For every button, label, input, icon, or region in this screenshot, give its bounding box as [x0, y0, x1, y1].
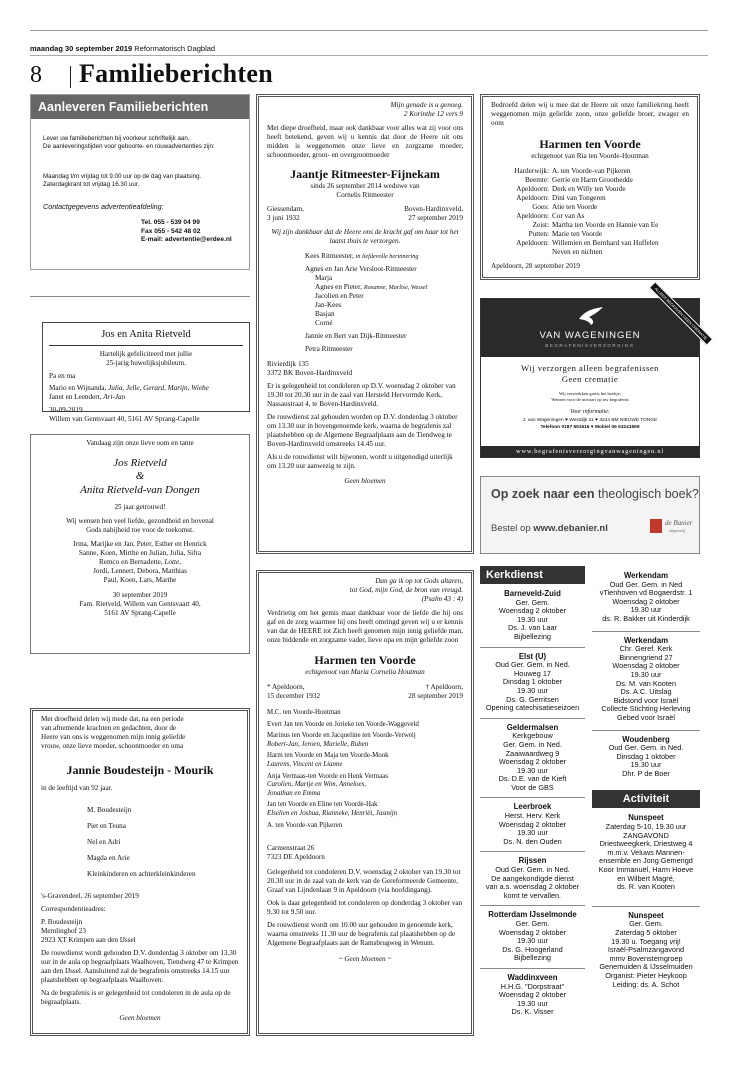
tenvoorde2-family-row [491, 221, 689, 230]
tenvoorde1-died-place: † Apeldoorn, [425, 683, 463, 691]
activiteit-line: en Wilbert Magré, [617, 873, 675, 883]
ritmeester-f1b: in liefdevolle herinnering [355, 253, 419, 260]
wageningen-header [481, 286, 709, 357]
kerkdienst-line: Woensdag 2 oktober [498, 819, 567, 829]
tenvoorde-notice-1 [256, 570, 474, 1036]
activiteit-line: Israël-Psalmzangavond [607, 945, 685, 955]
boudesteijn-addr1: P. Boudesteijn [41, 918, 83, 926]
kerkdienst-column-2 [592, 566, 700, 1036]
tenvoorde2-intro: Bedroefd delen wij u mee dat de Heere uit onze familiekring heeft weggenomen mijn geliefde zoon, onze geliefde broer, zwager en oom [491, 101, 689, 127]
tenvoorde2-family-place: Beemte: [525, 176, 549, 184]
boudesteijn-footer: Geen bloemen [119, 1014, 161, 1022]
tenvoorde1-f2: Evert Jan ten Voorde en Jorieke ten Voorde-Waggeveld [267, 720, 419, 728]
boudesteijn-corr: Correspondentieadres: [41, 905, 106, 913]
kerkdienst-line: Ds. D.E. van de Kieft [498, 774, 567, 784]
wageningen-corner-banner: ALLEEN BEGRAVEN GEEN CREMATIE [650, 282, 713, 345]
kerkdienst-line: vTienhoven vd Bogaerdstr. 1 [599, 588, 693, 598]
tenvoorde2-spouse: echtgenoot van Ria ten Voorde-Houtman [531, 152, 649, 160]
kerkdienst-line: ds. R. Bakker uit Kinderdijk [602, 613, 690, 623]
activiteit-line: Leiding: ds. A. Schot [612, 979, 680, 989]
kerkdienst-place: Elst (U) [518, 651, 547, 661]
tenvoorde2-family-place: Apeldoorn: [516, 212, 549, 220]
activiteit-line: ensemble en Jong Gemengd [599, 856, 693, 866]
tenvoorde2-family-names: Cor van As [552, 212, 585, 220]
kerkdienst-place: Waddinxveen [507, 972, 558, 982]
kerkdienst-line: Dinsdag 1 oktober [502, 677, 563, 687]
banier-url[interactable]: www.debanier.nl [533, 523, 608, 534]
kerkdienst-place: Leerbroek [513, 802, 552, 812]
tenvoorde1-spouse: echtgenoot van Maria Cornelia Houtman [305, 668, 425, 676]
aanleveren-tel: Tel. 055 - 539 04 99 [141, 219, 200, 226]
tenvoorde1-born-date: 15 december 1932 [267, 692, 321, 700]
boudesteijn-intro4: vrouw, onze lieve moeder, schoonmoeder en oma [41, 742, 184, 750]
ritmeester-f10: Petra Ritmeester [305, 345, 353, 353]
aanleveren-title: Aanleveren Familieberichten [31, 95, 249, 119]
tenvoorde2-family-row [491, 239, 689, 248]
kerkdienst-place: Werkendam [623, 635, 669, 645]
header-rule [30, 55, 708, 56]
kerkdienst-line: 19.30 uur [517, 936, 548, 946]
activiteit-place: Nunspeet [628, 813, 664, 823]
tenvoorde2-family-names: Neven en nichten [552, 248, 603, 256]
page-number: 8 [30, 62, 42, 88]
kerkdienst-line: Woensdag 2 oktober [498, 606, 567, 616]
tenvoorde2-family-place [491, 248, 552, 257]
boudesteijn-family-5: Kleinkinderen en achterkleinkinderen [87, 870, 196, 878]
kerkdienst-line: Ds. N. den Ouden [503, 836, 562, 846]
kerkdienst-line: Herst. Herv. Kerk [504, 811, 561, 821]
tenvoorde1-f5b: Carolien, Marije en Wim, Anneloes, [267, 781, 366, 789]
ritmeester-f8: Corné [315, 319, 333, 327]
kerkdienst-place: Werkendam [623, 571, 669, 580]
van-wageningen-ad [480, 286, 709, 458]
kerkdienst-line: van a.s. woensdag 2 oktober [485, 882, 580, 892]
section-title: Familieberichten [79, 59, 273, 88]
kerkdienst-entry [480, 718, 585, 793]
ritmeester-f3: Marja [315, 274, 333, 282]
kerkdienst-line: Collecte Stichting Herleving [601, 704, 691, 714]
ritmeester-notice [256, 94, 474, 554]
kerkdienst-entry [480, 797, 585, 846]
tenvoorde1-verse2: tot God, mijn God, de bron van vreugd. [349, 586, 463, 594]
rietveld2-line2: Wij wensen hen veel liefde, gezondheid en bovenal [66, 517, 214, 525]
tenvoorde1-f3b: Robert-Jan, Jeroen, Marielle, Ruben [267, 740, 369, 748]
tenvoorde1-f7: A. ten Voorde-van Pijkeren [267, 821, 343, 829]
kerkdienst-line: Ger. Gem. [515, 919, 550, 928]
activiteit-line: Organist: Pieter Heykoop [605, 970, 687, 980]
wageningen-slogan1: Wij verzorgen alleen begrafenissen [521, 363, 659, 373]
tenvoorde1-verse1: Dan ga ik op tot Gods altaren, [375, 577, 463, 585]
boudesteijn-age: in de leeftijd van 92 jaar. [41, 784, 113, 792]
wageningen-slogan2: Geen crematie [561, 374, 619, 384]
rietveld2-line6a: Remco en Bernadette, [98, 558, 163, 566]
banier-logo-icon [650, 519, 662, 533]
debanier-ad [480, 476, 700, 554]
kerkdienst-line: 19.30 uur [517, 998, 548, 1008]
ritmeester-born-place: Giessendam, [267, 205, 304, 213]
kerkdienst-line: Houweg 17 [514, 668, 551, 678]
tenvoorde2-family-place: Putten: [528, 230, 549, 238]
tenvoorde2-family-row [491, 194, 689, 203]
tenvoorde1-born-place: * Apeldoorn, [267, 683, 305, 691]
ritmeester-p3: Als u de rouwdienst wilt bijwonen, wordt u uitgenodigd uiterlijk om 13.20 uur aanwezig te zijn. [267, 453, 453, 470]
rietveld1-line1: Hartelijk gefeliciteerd met jullie [99, 350, 193, 358]
activiteit-line: m.m.v. Veluws Mannen- [607, 847, 685, 857]
tenvoorde-notice-2 [480, 94, 700, 280]
tenvoorde2-family-row [491, 203, 689, 212]
rietveld2-date: 30 september 2019 [112, 591, 168, 599]
rietveld2-line1: 25 jaar getrouwd! [114, 503, 166, 511]
tenvoorde2-family-names: Dini van Tongeren [552, 194, 606, 202]
tenvoorde1-intro: Verdrietig om het gemis maar dankbaar voor de liefde die hij ons gaf en de zorg waarmee hij ons heeft omringd geven wij u er kennis van dat de HEERE tot Zich heeft genomen mijn innig geliefde man, onze biddende en zorgzame vader, lieve opa en mijn geliefde zoon [267, 609, 463, 644]
kerkdienst-line: komt te vervallen. [503, 890, 562, 900]
tenvoorde2-family-names: Martha ten Voorde en Hannie van Ee [552, 221, 659, 229]
ritmeester-died-date: 27 september 2019 [408, 214, 463, 222]
ritmeester-name: Jaantje Ritmeester-Fijnekam [290, 167, 440, 181]
page-separator [70, 66, 71, 88]
wageningen-info-tel: Telefoon 0187 651616 ♥ Mobiel 06 53241569 [540, 425, 640, 430]
kerkdienst-line: Ds. J. van Laar [507, 623, 558, 633]
kerkdienst-line: Oud Ger. Gem. in Ned [609, 579, 683, 589]
rietveld-box-2 [30, 434, 250, 654]
tenvoorde2-family-row [491, 248, 689, 257]
ritmeester-f1a: Kees Ritmeester, [305, 252, 354, 260]
activiteit-line: ZANGAVOND [623, 830, 669, 840]
kerkdienst-entry [480, 590, 585, 642]
kerkdienst-entry [480, 851, 585, 900]
kerkdienst-line: Bijbellezing [514, 953, 551, 963]
wageningen-brand-sub: BEGRAFENISVERZORGING [545, 343, 635, 348]
rietveld2-line3: Gods nabijheid toe voor de toekomst. [86, 526, 194, 534]
tenvoorde1-f5: Anja Vermaas-ten Voorde en Henk Vermaas [267, 772, 388, 780]
tenvoorde2-family-row [491, 212, 689, 221]
boudesteijn-addr2: Memlinghof 23 [41, 927, 86, 935]
ritmeester-verse2: 2 Korinthe 12 vers 9 [403, 110, 463, 118]
tenvoorde2-family-place: Harderwijk: [514, 167, 549, 175]
kerkdienst-line: 19.30 uur [517, 828, 548, 838]
tenvoorde1-name: Harmen ten Voorde [314, 653, 416, 667]
kerkdienst-line: Ds. K. Visser [511, 1007, 554, 1017]
tenvoorde1-f5c: Jonathan en Emma [267, 789, 321, 797]
aanleveren-line2: De aanleveringstijden voor geboorte- en rouwadvertenties zijn: [43, 143, 215, 150]
dove-icon [577, 305, 605, 327]
boudesteijn-family-3: Nel en Adri [87, 838, 121, 846]
tenvoorde1-addr2: 7323 DE Apeldoorn [267, 853, 325, 862]
kerkdienst-line: 19.30 uur [517, 685, 548, 695]
tenvoorde2-family-names: A. ten Voorde-van Pijkeren [552, 167, 631, 175]
kerkdienst-line: H.H.G. "Dorpstraat" [500, 981, 565, 991]
ritmeester-f9: Jannie en Bert van Dijk-Ritmeester [305, 332, 407, 340]
tenvoorde2-family-names: Marie ten Voorde [552, 230, 603, 238]
ritmeester-f4b: Roxanne, Marlise, Wessel [363, 284, 428, 291]
activiteit-line: Koor Immanuël, Harm Hoeve [598, 865, 694, 875]
rietveld1-line3: Pa en ma [49, 372, 76, 380]
ritmeester-f5: Jacolien en Peter [315, 292, 364, 300]
kerkdienst-line: Zaaiwaardweg 9 [505, 748, 560, 758]
kerkdienst-line: Opening catechisatieseizoen [485, 703, 580, 713]
tenvoorde2-family-place: Apeldoorn: [516, 185, 549, 193]
kerkdienst-line: Ds. G. Gerritsen [506, 694, 559, 704]
tenvoorde2-family-place: Apeldoorn: [516, 239, 549, 247]
tenvoorde1-addr1: Carmenstraat 26 [267, 844, 315, 853]
contact-label: Contactgegevens advertentieafdeling: [43, 202, 164, 211]
rietveld1-line5a: Janet en Leendert, [49, 393, 102, 401]
kerkdienst-line: Voor de GBS [511, 782, 554, 792]
activiteit-line: Genemuiden & IJsselmuiden [599, 962, 693, 972]
kerkdienst-line: 19.30 uur [630, 669, 662, 679]
tenvoorde2-family-row [491, 167, 689, 176]
tenvoorde2-family-place: Zeist: [532, 221, 549, 229]
kerkdienst-place: Woudenberg [622, 734, 670, 744]
kerkdienst-line: De aangekondigde dienst [491, 873, 574, 883]
rietveld2-address2: 5161 AV Sprang-Capelle [104, 609, 176, 617]
rietveld2-name2: Anita Rietveld-van Dongen [80, 484, 200, 496]
wageningen-info-title: Voor informatie: [570, 409, 610, 415]
wageningen-brand: VAN WAGENINGEN [539, 330, 641, 341]
tenvoorde2-family-names: Gerrie en Harm Groothedde [552, 176, 633, 184]
col1-rule-1 [30, 296, 250, 297]
tenvoorde1-p1: Gelegenheid tot condoleren D.V. woensdag 2 oktober van 19.30 tot 20.30 uur in de zaal van de kerk van de Gereformeerde Gemeente, Graaf van Lijndenlaan 9 in Apeldoorn (via hoofdingang). [267, 868, 461, 895]
kerkdienst-line: 19.30 uur [517, 765, 548, 775]
rietveld1-line4a: Mario en Wijnanda, [49, 384, 107, 392]
kerkdienst-line: Dhr. P de Boer [622, 768, 670, 778]
ritmeester-verse1: Mijn genade is u genoeg. [390, 101, 463, 109]
rietveld-box-1 [42, 322, 250, 423]
tenvoorde2-family-names: Atie ten Voorde [552, 203, 598, 211]
boudesteijn-p1: De rouwdienst wordt gehouden D.V. donderdag 3 oktober om 13.30 uur in de aula op begraafplaats Waalhoven, Tiendweg 47 te Krimpen aan den IJssel. Aansluitend zal de begrafenis omstreeks 14.15 uur plaatshebben op begraafplaats Waalhoven. [41, 949, 239, 984]
rietveld2-line7: Jordi, Lennert, Debora, Matthias [93, 567, 187, 575]
activiteit-line: Driestweegkerk, Driestweg 4 [599, 839, 693, 849]
aanleveren-line4: Zaterdagkrant tot vrijdag 16.30 uur. [43, 181, 140, 188]
tenvoorde2-family-place: Apeldoorn: [516, 194, 549, 202]
boudesteijn-p2: Na de begrafenis is er gelegenheid tot condoleren in de aula op de begraafplaats. [41, 989, 231, 1006]
boudesteijn-family-2: Piet en Teuna [87, 822, 126, 830]
kerkdienst-line: Binnengriend 27 [619, 652, 673, 662]
kerkdienst-line: Dinsdag 1 oktober [616, 751, 676, 761]
activiteit-line: Zaterdag 5 oktober [615, 928, 677, 937]
kerkdienst-entry [480, 647, 585, 713]
boudesteijn-notice [30, 708, 250, 1036]
kerkdienst-column [480, 566, 585, 1036]
boudesteijn-intro3: Heere van ons is weggenomen mijn innig geliefde [41, 733, 186, 741]
rietveld2-line4: Irma, Marijke en Jan, Peter, Esther en Henrick [73, 540, 207, 548]
aanleveren-line1: Lever uw familieberichten bij voorkeur schriftelijk aan. [43, 135, 190, 142]
aanleveren-fax: Fax 055 - 542 48 02 [141, 227, 201, 235]
tenvoorde2-name: Harmen ten Voorde [539, 137, 641, 151]
ritmeester-f4a: Agnes en Pieter, [315, 283, 363, 291]
kerkdienst-line: Ds. M. van Kooten [615, 678, 677, 688]
kerkdienst-line: Oud Ger. Gem. in Ned. [495, 865, 570, 875]
tenvoorde2-family-place: Goes: [532, 203, 549, 211]
rietveld1-line4b: Julia, Jelle, Gerard, Marijn, Wiebe [108, 384, 209, 392]
kerkdienst-line: Woensdag 2 oktober [612, 596, 680, 606]
kerkdienst-line: Chr. Geref. Kerk [619, 644, 673, 654]
rietveld2-name1: Jos Rietveld [113, 457, 167, 469]
kerkdienst-line: Woensdag 2 oktober [498, 757, 567, 767]
tenvoorde2-family-row [491, 176, 689, 185]
activiteit-entry [592, 906, 700, 989]
activiteit-line: Zaterdag 5-10, 19.30 uur [605, 822, 687, 832]
banier-line1a: Op zoek naar een [491, 487, 595, 501]
tenvoorde2-family-row [491, 185, 689, 194]
rietveld1-line2: 25-jarig huwelijksjubileum. [106, 359, 186, 367]
kerkdienst-line: Woensdag 2 oktober [498, 990, 567, 1000]
kerkdienst-line: Gebed voor Israël [616, 712, 675, 722]
rietveld2-line8: Paul, Koen, Lars, Marthe [103, 576, 177, 584]
ritmeester-addr1: Rivierdijk 135 [267, 360, 309, 368]
activiteit-line: 19.30 u. Toegang vrij! [611, 936, 681, 946]
boudesteijn-family-1: M. Boudesteijn [87, 806, 132, 814]
kerkdienst-place: Barneveld-Zuid [504, 589, 561, 598]
tenvoorde1-f4: Harm ten Voorde en Maja ten Voorde-Mook [267, 752, 389, 760]
tenvoorde2-family-names: Willemien en Bernhard van Huffelen [552, 239, 659, 247]
ritmeester-since2: Cornelis Ritmeester [336, 191, 394, 199]
wageningen-info2: Wensen voor de uitvaart op uw begrafenis [551, 397, 629, 402]
boudesteijn-intro1: Met droefheid delen wij mede dat, na een periode [41, 715, 184, 723]
activiteit-line: ds. R. van Kooten [616, 882, 675, 892]
rietveld2-line6b: Lotte, [164, 558, 182, 566]
kerkdienst-place: Geldermalsen [506, 722, 559, 732]
tenvoorde1-f6b: Elselien en Joshua, Rianneke, Henriët, Jasmijn [267, 809, 398, 817]
rietveld2-line5: Sanne, Koen, Mirthe en Julian, Julia, Sifra [78, 549, 202, 557]
kerkdienst-entry [480, 905, 585, 963]
rietveld2-address1: Fam. Rietveld, Willem van Gentsvaart 40, [79, 600, 201, 608]
rietveld1-title: Jos en Anita Rietveld [101, 329, 191, 340]
kerkdienst-entry [480, 968, 585, 1017]
ritmeester-since1: sinds 26 september 2014 weduwe van [310, 182, 420, 190]
kerkdienst-line: Oud Ger. Gem. in Ned. [608, 743, 684, 753]
tenvoorde1-f1: M.C. ten Voorde-Houtman [267, 709, 341, 716]
boudesteijn-name: Jannie Boudesteijn - Mourik [66, 763, 214, 777]
ritmeester-f2: Agnes en Jan Arie Versloot-Ritmeester [305, 265, 417, 273]
tenvoorde1-f3: Marinus ten Voorde en Jacqueline ten Voorde-Verweij [267, 732, 416, 740]
boudesteijn-intro2: van afnemende krachten en gedachten, door de [41, 724, 177, 732]
rietveld1-date: 30-09-2019 [49, 406, 83, 414]
kerkdienst-line: Ds. G. Hoogerland [502, 944, 563, 954]
activiteit-entry [592, 814, 700, 891]
kerkdienst-entry [592, 631, 700, 723]
kerkdienst-place: Rotterdam IJsselmonde [488, 910, 577, 920]
tenvoorde1-p3: De rouwdienst wordt om 10.00 uur gehouden in genoemde kerk, waarna omstreeks 11.30 uur de begrafenis zal plaatshebben op de Algemene Begraafplaats aan de Ramsbrugweg in Wenum. [267, 921, 456, 948]
activiteit-line: Ger. Gem. [629, 919, 663, 929]
kerkdienst-place: Rijssen [518, 856, 547, 866]
tenvoorde2-family-row [491, 230, 689, 239]
tenvoorde1-verse3: (Psalm 43 : 4) [421, 595, 463, 603]
kerkdienst-line: Ger. Gem. in Ned. [503, 739, 562, 749]
ritmeester-addr2: 3372 BK Boven-Hardinxveld [267, 369, 353, 377]
ritmeester-died-place: Boven-Hardinxveld, [404, 205, 463, 213]
boudesteijn-family-4: Magda en Arie [87, 854, 130, 862]
banier-line1b: theologisch boek? [598, 487, 699, 501]
boudesteijn-addr3: 2923 XT Krimpen aan den IJssel [41, 936, 136, 944]
kerkdienst-line: Ger. Gem. [515, 597, 550, 607]
tenvoorde1-p2: Ook is daar gelegenheid tot condoleren op donderdag 3 oktober van 9.30 tot 9.50 uur. [267, 899, 463, 917]
tenvoorde1-f4b: Laurens, Vincent en Lianne [267, 760, 343, 768]
rietveld2-intro: Vandaag zijn onze lieve oom en tante [86, 439, 194, 447]
activiteit-line: mmv Bovenstemgroep [609, 953, 683, 963]
banier-logo: de Banier [665, 519, 693, 527]
top-rule [30, 30, 708, 31]
banier-logo-sub: uitgeverij [669, 528, 686, 533]
aanleveren-email: E-mail: advertentie@erdee.nl [141, 236, 232, 243]
kerkdienst-line: Woensdag 2 oktober [498, 927, 567, 937]
banier-line2a: Bestel op [491, 523, 531, 534]
aanleveren-box [30, 94, 250, 270]
kerkdienst-line: 19.30 uur [630, 760, 662, 770]
rietveld1-address: Willem van Gentsvaart 40, 5161 AV Sprang-Capelle [49, 415, 200, 423]
tenvoorde2-family-names: Derk en Willy ten Voorde [552, 185, 626, 193]
rietveld1-line5b: Ari-Jan [103, 393, 126, 401]
ritmeester-f6: Jan-Kees [315, 301, 342, 309]
activiteit-place: Nunspeet [628, 910, 664, 920]
kerkdienst-entry [592, 572, 700, 624]
kerkdienst-line: Bijbellezing [514, 631, 551, 641]
ritmeester-intro: Met diepe droefheid, maar ook dankbaar voor alles wat zij voor ons heeft betekend, geven wij u kennis dat door de Heere uit ons midden is weggenomen onze lieve en zorgzame moeder, schoonmoeder, groot- en overgrootmoeder [267, 124, 463, 159]
rietveld2-amp: & [135, 470, 145, 482]
tenvoorde1-died-date: 28 september 2019 [408, 692, 463, 700]
ritmeester-f7: Basjan [315, 310, 335, 318]
kerkdienst-line: 19.30 uur [517, 614, 548, 624]
ritmeester-born-date: 3 juni 1932 [267, 214, 300, 222]
tenvoorde1-f6: Jan ten Voorde en Eline ten Voorde-Hak [267, 801, 378, 809]
tenvoorde2-family-list [491, 167, 689, 257]
kerkdienst-heading: Kerkdienst [480, 566, 585, 584]
kerkdienst-entry [592, 730, 700, 779]
tenvoorde1-footer: ~ Geen bloemen ~ [338, 955, 392, 964]
ritmeester-quote: Wij zijn dankbaar dat de Heere ons de kracht gaf om haar tot het laatst thuis te verzorgen. [271, 228, 459, 245]
ritmeester-footer: Geen bloemen [344, 477, 386, 485]
kerkdienst-line: Woensdag 2 oktober [612, 661, 680, 671]
wageningen-info-address: J. van Wageningen ♥ Westdijk 31 ♥ 3244 BM NIEUWE TONGE [522, 418, 658, 423]
dateline: maandag 30 september 2019 Reformatorisch Dagblad [30, 44, 216, 53]
kerkdienst-line: 19.30 uur [630, 605, 662, 615]
wageningen-info1: Wij verstrekken gratis het boekje: [558, 391, 622, 396]
kerkdienst-line: Bidstond voor Israël [613, 695, 679, 705]
boudesteijn-place: 's-Gravendeel, 26 september 2019 [41, 892, 139, 900]
kerkdienst-line: Kerkgebouw [512, 731, 553, 741]
wageningen-url[interactable]: www.begrafenisverzorgingvanwageningen.nl [481, 446, 699, 457]
ritmeester-p2: De rouwdienst zal gehouden worden op D.V. donderdag 3 oktober om 13.30 uur in bovengenoemde kerk, waarna de begrafenis zal plaatshebben op de Algemene Begraafplaats aan de Tiendweg te Boven-Hardinxveld omstreeks 14.45 uur. [267, 413, 458, 448]
aanleveren-line3: Maandag t/m vrijdag tot 9.00 uur op de dag van plaatsing. [43, 173, 202, 180]
activiteit-heading: Activiteit [592, 790, 700, 808]
kerkdienst-line: Oud Ger. Gem. in Ned. [495, 660, 570, 670]
ritmeester-p1: Er is gelegenheid tot condoleren op D.V. woensdag 2 oktober van 19.30 tot 20.30 uur in de zaal van Hersteld Hervormde Kerk, Nassaustraat 4, te Boven-Hardinxveld. [267, 382, 456, 408]
tenvoorde2-footer: Apeldoorn, 28 september 2019 [491, 262, 581, 270]
kerkdienst-line: Ds. A.C. Uitslag [620, 687, 672, 697]
